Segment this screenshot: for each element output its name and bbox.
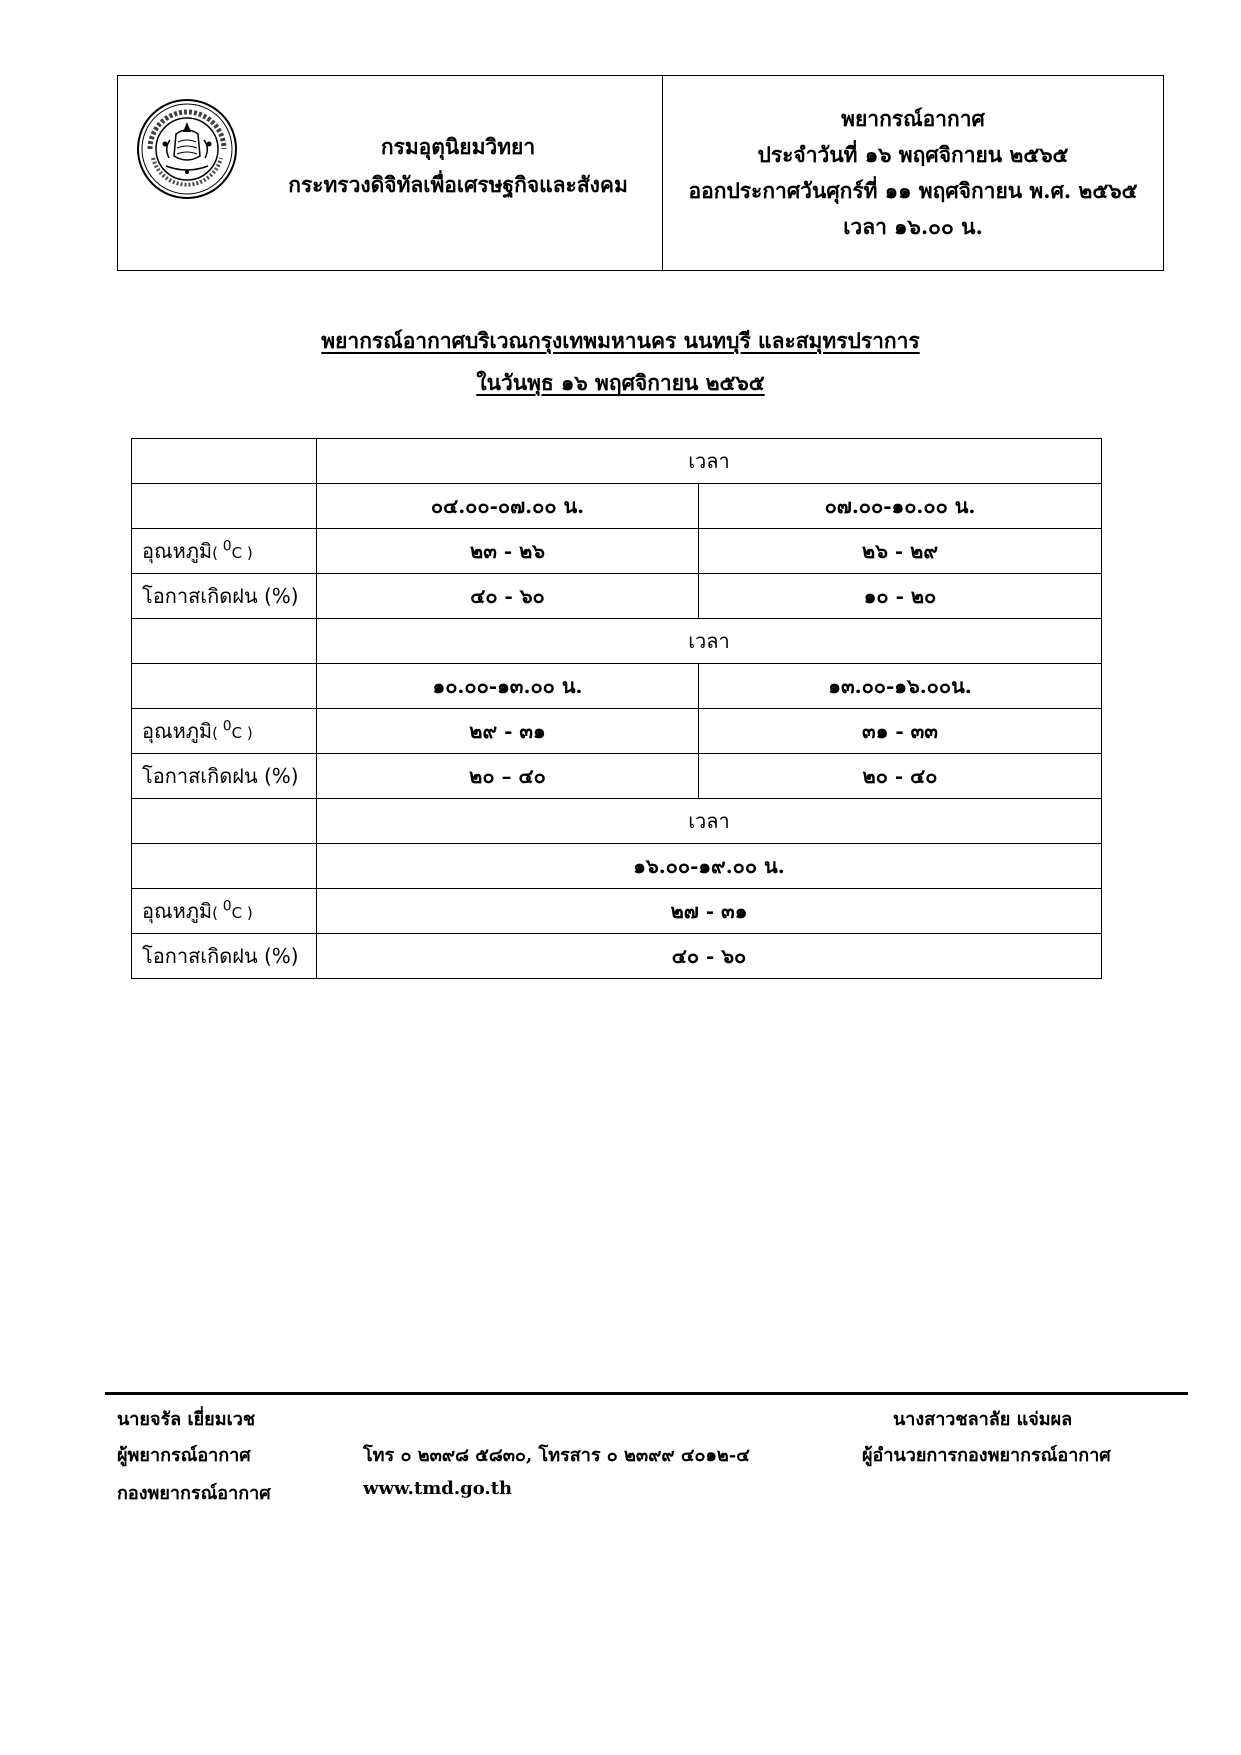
department-seal-icon: [136, 98, 238, 200]
temperature-label-cell: [132, 889, 317, 934]
period-cell: ๐๔.๐๐-๐๗.๐๐ น.: [317, 484, 699, 529]
temperature-label: อุณหภูมิ: [142, 719, 213, 743]
temperature-cell: ๒๙ - ๓๑: [317, 709, 699, 754]
temperature-label-cell: [132, 709, 317, 754]
temperature-cell: ๒๓ - ๒๖: [317, 529, 699, 574]
table-row: [132, 709, 1102, 754]
time-header-cell: เวลา: [317, 799, 1102, 844]
director-title: ผู้อำนวยการกองพยากรณ์อากาศ: [862, 1445, 1111, 1466]
forecast-info-cell: [663, 76, 1163, 270]
rain-chance-cell: ๑๐ - ๒๐: [699, 574, 1102, 619]
table-row: [132, 889, 1102, 934]
director-name: นางสาวชลาลัย แจ่มผล: [893, 1409, 1073, 1430]
temperature-cell: ๓๑ - ๓๓: [699, 709, 1102, 754]
department-cell: [118, 76, 663, 270]
table-row: [132, 529, 1102, 574]
empty-cell: [132, 844, 317, 889]
empty-cell: [132, 664, 317, 709]
table-row: [132, 484, 1102, 529]
table-row: [132, 439, 1102, 484]
website-link[interactable]: www.tmd.go.th: [363, 1478, 513, 1499]
temperature-cell: ๒๗ - ๓๑: [317, 889, 1102, 934]
temperature-unit-degree: 0: [222, 898, 232, 915]
table-row: [132, 574, 1102, 619]
rain-chance-label: โอกาสเกิดฝน (%): [132, 754, 317, 799]
empty-cell: [132, 619, 317, 664]
temperature-label-cell: [132, 529, 317, 574]
temperature-label: อุณหภูมิ: [142, 899, 213, 923]
table-row: [132, 934, 1102, 979]
temperature-unit-degree: 0: [222, 538, 232, 555]
period-cell: ๐๗.๐๐-๑๐.๐๐ น.: [699, 484, 1102, 529]
temperature-unit-degree: 0: [222, 718, 232, 735]
temperature-unit-open: (: [212, 904, 223, 922]
department-name: กรมอุตุนิยมวิทยา: [380, 134, 536, 159]
rain-chance-cell: ๒๐ – ๔๐: [317, 754, 699, 799]
issued-time: เวลา ๑๖.๐๐ น.: [843, 214, 983, 239]
time-header-cell: เวลา: [317, 619, 1102, 664]
rain-chance-label: โอกาสเกิดฝน (%): [132, 934, 317, 979]
temperature-label: อุณหภูมิ: [142, 539, 213, 563]
period-cell: ๑๐.๐๐-๑๓.๐๐ น.: [317, 664, 699, 709]
empty-cell: [132, 484, 317, 529]
rain-chance-cell: ๒๐ - ๔๐: [699, 754, 1102, 799]
temperature-unit-close: C ): [231, 724, 253, 742]
forecast-day-title: ในวันพุธ ๑๖ พฤศจิกายน ๒๕๖๕: [476, 370, 765, 395]
temperature-unit-close: C ): [231, 544, 253, 562]
footer-divider: [105, 1392, 1188, 1395]
rain-chance-cell: ๔๐ - ๖๐: [317, 574, 699, 619]
issued-date: ออกประกาศวันศุกร์ที่ ๑๑ พฤศจิกายน พ.ศ. ๒๕๖๕: [688, 178, 1138, 203]
time-header-cell: เวลา: [317, 439, 1102, 484]
ministry-name: กระทรวงดิจิทัลเพื่อเศรษฐกิจและสังคม: [288, 172, 628, 197]
rain-chance-cell: ๔๐ - ๖๐: [317, 934, 1102, 979]
period-cell: ๑๓.๐๐-๑๖.๐๐น.: [699, 664, 1102, 709]
contact-phone: โทร ๐ ๒๓๙๘ ๕๘๓๐, โทรสาร ๐ ๒๓๙๙ ๔๐๑๒-๔: [363, 1445, 750, 1466]
forecaster-name: นายจรัล เยี่ยมเวช: [117, 1409, 256, 1430]
forecast-date: ประจำวันที่ ๑๖ พฤศจิกายน ๒๕๖๕: [757, 142, 1069, 167]
table-row: [132, 619, 1102, 664]
temperature-unit-open: (: [212, 544, 223, 562]
rain-chance-label: โอกาสเกิดฝน (%): [132, 574, 317, 619]
temperature-unit-open: (: [212, 724, 223, 742]
table-row: [132, 754, 1102, 799]
table-row: [132, 844, 1102, 889]
forecast-area-title: พยากรณ์อากาศบริเวณกรุงเทพมหานคร นนทบุรี และสมุทรปราการ: [321, 328, 920, 353]
table-row: [132, 664, 1102, 709]
forecast-table: [131, 438, 1102, 979]
table-row: [132, 799, 1102, 844]
forecast-heading: พยากรณ์อากาศ: [841, 106, 985, 131]
empty-cell: [132, 439, 317, 484]
temperature-unit-close: C ): [231, 904, 253, 922]
empty-cell: [132, 799, 317, 844]
forecaster-division: กองพยากรณ์อากาศ: [117, 1483, 271, 1504]
header-box: [117, 75, 1164, 271]
temperature-cell: ๒๖ - ๒๙: [699, 529, 1102, 574]
period-cell: ๑๖.๐๐-๑๙.๐๐ น.: [317, 844, 1102, 889]
forecaster-title: ผู้พยากรณ์อากาศ: [117, 1445, 251, 1466]
